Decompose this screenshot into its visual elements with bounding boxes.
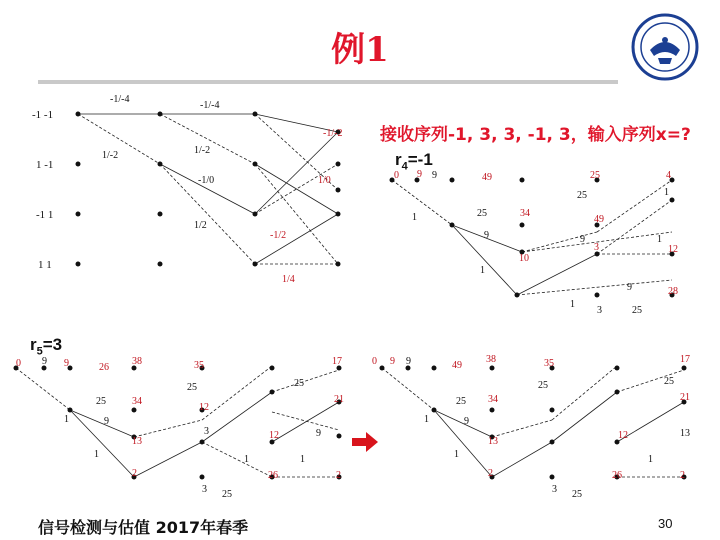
branch-metric: 9	[406, 356, 411, 367]
path-metric: 25	[590, 170, 600, 181]
path-metric: 10	[519, 253, 529, 264]
path-metric: 21	[334, 394, 344, 405]
path-metric: 2	[488, 468, 493, 479]
branch-metric: 3	[552, 484, 557, 495]
branch-label: -1/-4	[200, 100, 220, 111]
branch-label: -1/-2	[323, 128, 343, 139]
branch-label: -1/-4	[110, 94, 130, 105]
branch-label: 1/4	[282, 274, 295, 285]
branch-metric: 25	[664, 376, 674, 387]
path-metric: 0	[16, 358, 21, 369]
branch-metric: 1	[244, 454, 249, 465]
path-metric: 3	[594, 242, 599, 253]
path-metric: 2	[680, 470, 685, 481]
branch-metric: 9	[464, 416, 469, 427]
path-metric: 13	[488, 436, 498, 447]
branch-metric: 1	[480, 265, 485, 276]
path-metric: 38	[132, 356, 142, 367]
path-metric: 12	[199, 402, 209, 413]
branch-label: 1/-2	[194, 145, 211, 156]
state-label: -1 -1	[32, 109, 54, 121]
r5-trellis-diagram-right	[372, 352, 702, 502]
path-metric: 17	[332, 356, 342, 367]
branch-metric: 1	[424, 414, 429, 425]
path-metric: 12	[668, 244, 678, 255]
branch-label: 1/0	[318, 175, 331, 186]
branch-label: -1/2	[270, 230, 287, 241]
branch-metric: 1	[657, 234, 662, 245]
path-metric: 35	[194, 360, 204, 371]
branch-metric: 25	[477, 208, 487, 219]
state-label: -1 1	[36, 209, 54, 221]
r5-trellis-diagram-left	[4, 352, 349, 502]
branch-label: 1/-2	[102, 150, 119, 161]
branch-metric: 25	[222, 489, 232, 500]
path-metric: 9	[417, 170, 422, 180]
branch-metric: 13	[680, 428, 690, 439]
branch-metric: 25	[572, 489, 582, 500]
path-metric: 26	[612, 470, 622, 481]
branch-metric: 25	[456, 396, 466, 407]
path-metric: 35	[544, 358, 554, 369]
r4-label: $r_4=-1$	[395, 150, 433, 173]
university-logo-icon	[630, 12, 700, 82]
problem-statement: 接收序列-1, 3, 3, -1, 3，输入序列x=?	[380, 125, 691, 145]
branch-metric: 9	[316, 428, 321, 439]
branch-metric: 9	[580, 234, 585, 245]
branch-label: -1/0	[198, 175, 215, 186]
branch-metric: 1	[664, 187, 669, 198]
path-metric: 26	[268, 470, 278, 481]
branch-metric: 3	[204, 426, 209, 437]
branch-metric: 1	[648, 454, 653, 465]
state-label: 1 -1	[36, 159, 54, 171]
path-metric: 0	[372, 356, 377, 367]
branch-metric: 1	[64, 414, 69, 425]
state-label: 1 1	[38, 259, 52, 271]
path-metric: 49	[452, 360, 462, 371]
path-metric: 9	[64, 358, 69, 369]
title-underline	[38, 80, 618, 84]
branch-metric: 1	[94, 449, 99, 460]
branch-metric: 25	[294, 378, 304, 389]
path-metric: 2	[336, 470, 341, 481]
slide-title: 例1	[331, 30, 389, 70]
path-metric: 38	[486, 354, 496, 365]
branch-metric: 25	[538, 380, 548, 391]
branch-metric: 9	[484, 230, 489, 241]
branch-metric: 1	[300, 454, 305, 465]
branch-metric: 25	[187, 382, 197, 393]
path-metric: 34	[132, 396, 142, 407]
r4-trellis-diagram	[372, 170, 692, 315]
course-footer: 信号检测与估值 2017年春季	[38, 518, 249, 537]
path-metric: 13	[132, 436, 142, 447]
path-metric: 12	[269, 430, 279, 441]
path-metric: 34	[520, 208, 530, 219]
branch-metric: 3	[597, 305, 602, 315]
path-metric: 26	[99, 362, 109, 373]
path-metric: 2	[132, 468, 137, 479]
branch-metric: 1	[570, 299, 575, 310]
branch-metric: 3	[202, 484, 207, 495]
page-number: 30	[658, 516, 673, 531]
branch-metric: 9	[42, 356, 47, 367]
r5-label: $r_5=3$	[30, 335, 63, 358]
path-metric: 17	[680, 354, 690, 365]
branch-metric: 25	[577, 190, 587, 201]
branch-metric: 25	[96, 396, 106, 407]
branch-metric: 25	[632, 305, 642, 315]
path-metric: 49	[482, 172, 492, 183]
trellis-diagram	[30, 88, 390, 303]
path-metric: 12	[618, 430, 628, 441]
path-metric: 0	[394, 170, 399, 181]
branch-label: 1/2	[194, 220, 207, 231]
branch-metric: 9	[627, 282, 632, 293]
path-metric: 9	[390, 356, 395, 367]
branch-metric: 1	[412, 212, 417, 223]
path-metric: 34	[488, 394, 498, 405]
path-metric: 49	[594, 214, 604, 225]
path-metric: 28	[668, 286, 678, 297]
path-metric: 4	[666, 170, 671, 181]
branch-metric: 9	[432, 170, 437, 181]
branch-metric: 9	[104, 416, 109, 427]
path-metric: 21	[680, 392, 690, 403]
branch-metric: 1	[454, 449, 459, 460]
